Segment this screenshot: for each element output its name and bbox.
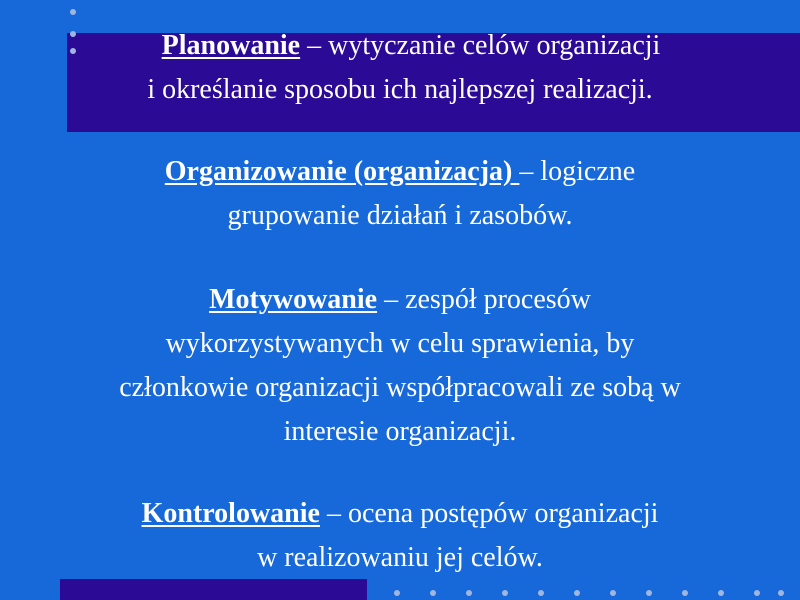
term-motywowanie: Motywowanie	[209, 284, 378, 315]
definition-first-line	[0, 24, 800, 68]
definition-text: w realizowaniu jej celów.	[257, 542, 543, 573]
definition-text: członkowie organizacji współpracowali ze sobą w	[119, 372, 681, 403]
definition-text: – logiczne	[519, 156, 636, 187]
term-planowanie: Planowanie	[161, 30, 301, 61]
definition-motywowanie	[0, 278, 800, 454]
definition-organizowanie	[0, 150, 800, 238]
definition-kontrolowanie	[0, 492, 800, 580]
definition-text: i określanie sposobu ich najlepszej realizacji.	[147, 74, 653, 105]
term-organizowanie: Organizowanie (organizacja)	[164, 156, 520, 187]
definition-first-line	[0, 150, 800, 194]
definition-text: – ocena postępów organizacji	[319, 498, 659, 529]
definition-text: – zespół procesów	[377, 284, 591, 315]
definition-text: grupowanie działań i zasobów.	[227, 200, 573, 231]
definition-text: wykorzystywanych w celu sprawienia, by	[165, 328, 635, 359]
definition-text: – wytyczanie celów organizacji	[300, 30, 661, 61]
definition-first-line	[0, 278, 800, 322]
definition-first-line	[0, 492, 800, 536]
term-kontrolowanie: Kontrolowanie	[141, 498, 320, 529]
definition-text: interesie organizacji.	[283, 416, 517, 447]
definition-planowanie	[0, 24, 800, 112]
